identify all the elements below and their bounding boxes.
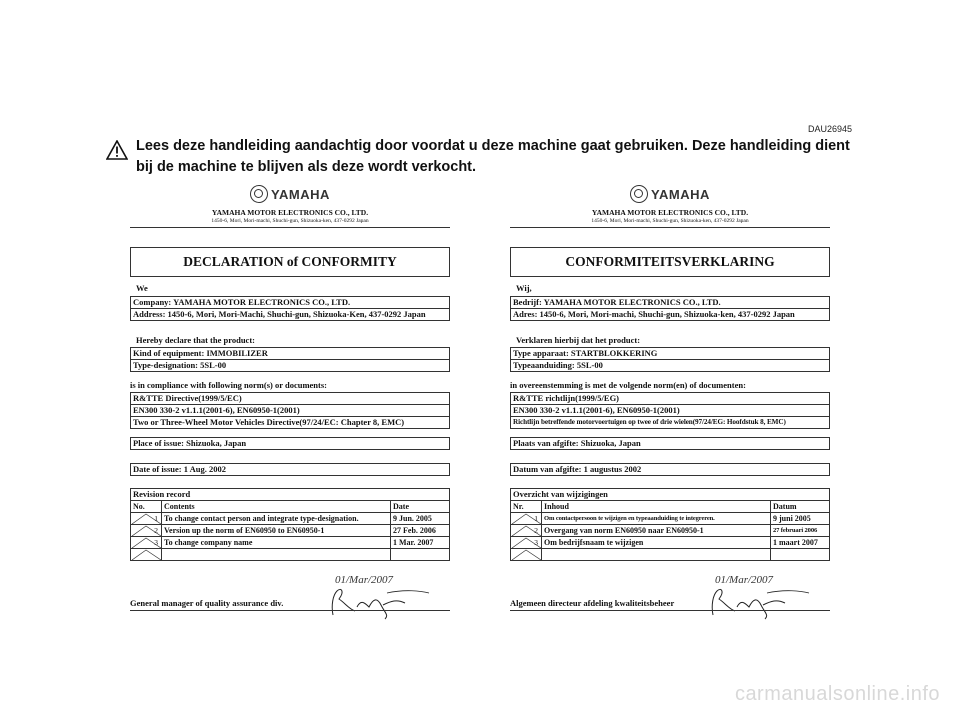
revision-no: 1 (131, 513, 162, 525)
date-of-issue: Date of issue: 1 Aug. 2002 (133, 464, 227, 474)
table-row (511, 537, 830, 549)
divider (130, 227, 450, 228)
equipment-row: Kind of equipment: IMMOBILIZER (131, 348, 449, 360)
revision-table (130, 500, 450, 561)
revision-no: 1 (511, 513, 542, 525)
norm-row: R&TTE richtlijn(1999/5/EG) (511, 393, 829, 405)
compliance-label: is in compliance with following norm(s) or documents: (130, 380, 327, 390)
revision-title: Revision record (133, 489, 191, 499)
revision-date (771, 549, 830, 561)
declare-label: Verklaren hierbij dat het product: (516, 335, 641, 345)
we-label: We (136, 283, 148, 293)
revision-no: 2 (131, 525, 162, 537)
signature-date: 01/Mar/2007 (715, 574, 774, 586)
signature-image (705, 585, 815, 621)
revision-date: 1 Mar. 2007 (391, 537, 450, 549)
product-box (130, 347, 450, 372)
table-row (511, 549, 830, 561)
norms-box (510, 392, 830, 429)
date-box (130, 463, 450, 476)
signatory-title: Algemeen directeur afdeling kwaliteitsbeheer (510, 598, 675, 608)
revision-title-box (510, 488, 830, 500)
revision-title-box (130, 488, 450, 500)
product-box (510, 347, 830, 372)
place-box (130, 437, 450, 450)
header-no: No. (131, 501, 162, 513)
place-box (510, 437, 830, 450)
revision-date: 1 maart 2007 (771, 537, 830, 549)
warning-triangle-icon (106, 140, 128, 160)
watermark: carmanualsonline.info (734, 683, 940, 705)
revision-date: 27 februari 2006 (771, 525, 830, 537)
signatory-title: General manager of quality assurance div. (130, 598, 284, 608)
type-row: Typeaanduiding: 5SL-00 (513, 360, 603, 370)
tuning-fork-emblem-icon (630, 185, 648, 203)
company-name: YAMAHA MOTOR ELECTRONICS CO., LTD. (211, 208, 369, 217)
company-name: YAMAHA MOTOR ELECTRONICS CO., LTD. (591, 208, 749, 217)
norm-row: Two or Three-Wheel Motor Vehicles Directive(97/24/EC: Chapter 8, EMC) (133, 417, 405, 427)
revision-content (542, 549, 771, 561)
revision-no: 3 (131, 537, 162, 549)
revision-no (131, 549, 162, 561)
revision-date: 9 Jun. 2005 (391, 513, 450, 525)
document-code: DAU26945 (807, 124, 852, 134)
norm-row: R&TTE Directive(1999/5/EC) (131, 393, 449, 405)
date-box (510, 463, 830, 476)
revision-no: 2 (511, 525, 542, 537)
divider (510, 227, 830, 228)
norm-row: Richtlijn betreffende motorvoertuigen op twee of drie wielen(97/24/EG: Hoofdstuk 8, EMC) (513, 418, 786, 426)
revision-content: Overgang van norm EN60950 naar EN60950-1 (542, 525, 771, 537)
signature-line (130, 610, 450, 611)
revision-date: 9 juni 2005 (771, 513, 830, 525)
revision-table (510, 500, 830, 561)
signature-image (325, 585, 435, 621)
revision-date: 27 Feb. 2006 (391, 525, 450, 537)
revision-content: Om contactpersoon te wijzigen en typeaanduiding te integreren. (542, 513, 771, 525)
document-title: CONFORMITEITSVERKLARING (510, 247, 830, 277)
norm-row: EN300 330-2 v1.1.1(2001-6), EN60950-1(2001) (511, 405, 829, 417)
place-of-issue: Plaats van afgifte: Shizuoka, Japan (513, 438, 641, 448)
table-header-row (131, 501, 450, 513)
document-title: DECLARATION of CONFORMITY (130, 247, 450, 277)
company-row: Bedrijf: YAMAHA MOTOR ELECTRONICS CO., LTD. (511, 297, 829, 309)
yamaha-logo: YAMAHA (250, 185, 330, 203)
place-of-issue: Place of issue: Shizuoka, Japan (133, 438, 247, 448)
address-row: Adres: 1450-6, Mori, Mori-machi, Shuchi-gun, Shizuoka-ken, 437-0292 Japan (513, 309, 795, 319)
revision-content: Version up the norm of EN60950 to EN60950-1 (162, 525, 391, 537)
we-label: Wij, (516, 283, 532, 293)
company-row: Company: YAMAHA MOTOR ELECTRONICS CO., LTD. (131, 297, 449, 309)
compliance-label: in overeenstemming is met de volgende norm(en) of documenten: (510, 380, 746, 390)
header-contents: Inhoud (542, 501, 771, 513)
signature-line (510, 610, 830, 611)
revision-no: 3 (511, 537, 542, 549)
table-row (511, 525, 830, 537)
company-address: 1450-6, Mori, Mori-machi, Shuchi-gun, Shizuoka-ken, 437-0292 Japan (211, 218, 369, 224)
revision-content: To change contact person and integrate type-designation. (162, 513, 391, 525)
revision-content: To change company name (162, 537, 391, 549)
revision-content: Om bedrijfsnaam te wijzigen (542, 537, 771, 549)
revision-date (391, 549, 450, 561)
norms-box (130, 392, 450, 429)
type-row: Type-designation: 5SL-00 (133, 360, 227, 370)
yamaha-logo: YAMAHA (630, 185, 710, 203)
table-row (131, 513, 450, 525)
norm-row: EN300 330-2 v1.1.1(2001-6), EN60950-1(2001) (131, 405, 449, 417)
declare-label: Hereby declare that the product: (136, 335, 255, 345)
header-date: Datum (771, 501, 830, 513)
revision-content (162, 549, 391, 561)
table-row (511, 513, 830, 525)
header-no: Nr. (511, 501, 542, 513)
table-header-row (511, 501, 830, 513)
table-row (131, 537, 450, 549)
company-box (130, 296, 450, 321)
table-row (131, 549, 450, 561)
signature-date: 01/Mar/2007 (335, 574, 394, 586)
header-date: Date (391, 501, 450, 513)
equipment-row: Type apparaat: STARTBLOKKERING (511, 348, 829, 360)
revision-no (511, 549, 542, 561)
date-of-issue: Datum van afgifte: 1 augustus 2002 (513, 464, 642, 474)
tuning-fork-emblem-icon (250, 185, 268, 203)
company-address: 1450-6, Mori, Mori-machi, Shuchi-gun, Shizuoka-ken, 437-0292 Japan (591, 218, 749, 224)
address-row: Address: 1450-6, Mori, Mori-Machi, Shuchi-gun, Shizuoka-Ken, 437-0292 Japan (133, 309, 426, 319)
warning-text: Lees deze handleiding aandachtig door voordat u deze machine gaat gebruiken. Deze handleiding dient bij de machine te blijven als deze wordt verkocht. (136, 138, 850, 175)
table-row (131, 525, 450, 537)
company-box (510, 296, 830, 321)
header-contents: Contents (162, 501, 391, 513)
revision-title: Overzicht van wijzigingen (513, 489, 608, 499)
